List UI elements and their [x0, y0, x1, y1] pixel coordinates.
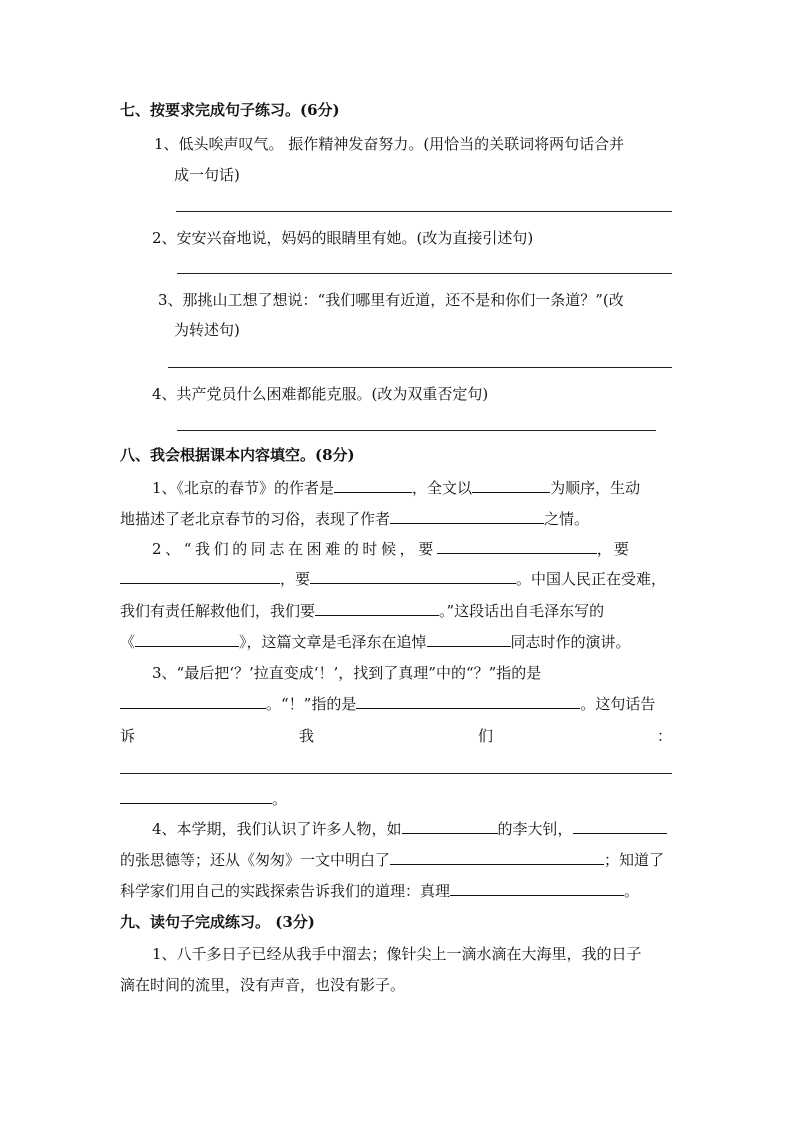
- sec8-q3-text-4: 。: [272, 790, 288, 808]
- blank-zhang-side[interactable]: [573, 818, 667, 834]
- blank-congcong[interactable]: [390, 849, 604, 865]
- sec8-q2-text-1: 2、“我们的同志在困难的时候，要: [152, 540, 437, 558]
- sec8-q3-line3: [120, 725, 672, 747]
- sec8-q3-answer-line[interactable]: [120, 773, 672, 774]
- sec8-q1-text-4: 地描述了老北京春节的习俗，表现了作者: [120, 510, 391, 528]
- sec7-q1-line1: 1、低头唉声叹气。 振作精神发奋努力。(用恰当的关联词将两句话合并: [154, 135, 625, 153]
- sec7-q3-line2: 为转述句): [174, 321, 240, 339]
- sec9-q1-line1: 1、八千多日子已经从我手中溜去；像针尖上一滴水滴在大海里，我的日子: [152, 945, 642, 963]
- sec8-q4-text-6: 。: [624, 882, 640, 900]
- sec8-q4-line1: [152, 818, 672, 840]
- sec8-q3-line1: 3、“最后把‘？’拉直变成‘！’，找到了真理”中的“？”指的是: [152, 664, 542, 682]
- sec8-q4-text-5: 科学家们用自己的实践探索告诉我们的道理：真理: [120, 882, 451, 900]
- blank-lesson[interactable]: [120, 788, 272, 804]
- sec8-q2-text-8: 》，这篇文章是毛泽东在追悼: [239, 633, 427, 651]
- sec8-q1-text-1: 1、《北京的春节》的作者是: [152, 479, 335, 497]
- sec7-q4-answer-line[interactable]: [177, 430, 656, 431]
- sec8-q2-text-6: 。”这段话出自毛泽东写的: [439, 602, 605, 620]
- blank-question-mark-meaning[interactable]: [120, 693, 266, 709]
- sec7-q3-answer-line[interactable]: [168, 367, 672, 368]
- sec7-q2-answer-line[interactable]: [177, 273, 672, 274]
- sec7-q3-line1: 3、那挑山工想了想说：“我们哪里有近道，还不是和你们一条道？”(改: [158, 291, 624, 309]
- section-7-heading: 七、按要求完成句子练习。(6分): [120, 101, 340, 119]
- sec8-q4-text-2: 的李大钊，: [497, 820, 573, 838]
- sec8-q2-line2: [120, 568, 672, 590]
- sec7-q4: 4、共产党员什么困难都能克服。(改为双重否定句): [152, 385, 489, 403]
- blank-quote-1[interactable]: [437, 538, 597, 554]
- sec8-q2-text-3: ，要: [280, 570, 311, 588]
- sec8-q4-text-3: 的张思德等；还从《匆匆》一文中明白了: [120, 851, 391, 869]
- sec9-q1-line2: 滴在时间的流里，没有声音，也没有影子。: [120, 976, 406, 994]
- blank-li-dazhao[interactable]: [402, 818, 498, 834]
- sec8-q1-text-5: 之情。: [544, 510, 590, 528]
- sec8-q1-line2: [120, 508, 672, 530]
- blank-exclamation-meaning[interactable]: [356, 693, 580, 709]
- blank-quote-3[interactable]: [310, 568, 516, 584]
- sec8-q2-text-4: 。中国人民正在受难，: [516, 570, 667, 588]
- blank-comrade[interactable]: [427, 631, 511, 647]
- sec8-q2-line4: [120, 631, 672, 653]
- sec8-q3-word-1: 诉: [120, 727, 136, 745]
- sec8-q4-line2: [120, 849, 672, 871]
- sec8-q3-text-2: 。“！”指的是: [266, 695, 357, 713]
- blank-order[interactable]: [472, 477, 550, 493]
- section-9-heading: 九、读句子完成练习。 (3分): [120, 913, 315, 931]
- sec8-q4-text-4: ；知道了: [604, 851, 665, 869]
- sec8-q2-line1: [152, 538, 672, 560]
- blank-article-title[interactable]: [135, 631, 239, 647]
- sec8-q4-text-1: 4、本学期，我们认识了许多人物，如: [152, 820, 402, 838]
- blank-feeling[interactable]: [390, 508, 544, 524]
- sec8-q3-word-2: 我: [298, 727, 314, 745]
- blank-truth[interactable]: [450, 880, 624, 896]
- sec8-q1-line1: [152, 477, 672, 499]
- section-8-heading: 八、我会根据课本内容填空。(8分): [120, 446, 355, 464]
- sec8-q3-word-3: 们: [477, 727, 493, 745]
- sec8-q3-line2: [120, 693, 672, 715]
- sec8-q2-line3: [120, 600, 672, 622]
- sec8-q1-text-2: ，全文以: [412, 479, 473, 497]
- sec7-q1-line2: 成一句话): [174, 166, 240, 184]
- blank-quote-2[interactable]: [120, 568, 280, 584]
- sec8-q3-word-4: ：: [656, 727, 672, 745]
- sec8-q4-line3: [120, 880, 672, 902]
- sec7-q1-answer-line[interactable]: [176, 211, 672, 212]
- blank-quote-4[interactable]: [315, 600, 439, 616]
- sec8-q2-text-7: 《: [120, 633, 136, 651]
- sec8-q3-text-3: 。这句话告: [580, 695, 656, 713]
- sec8-q1-text-3: 为顺序，生动: [550, 479, 641, 497]
- sec7-q2: 2、安安兴奋地说，妈妈的眼睛里有她。(改为直接引述句): [152, 229, 534, 247]
- blank-author[interactable]: [334, 477, 412, 493]
- sec8-q2-text-9: 同志时作的演讲。: [510, 633, 631, 651]
- sec8-q2-text-2: ，要: [596, 540, 631, 558]
- sec8-q2-text-5: 我们有责任解救他们，我们要: [120, 602, 316, 620]
- sec8-q3-line4: [120, 788, 672, 810]
